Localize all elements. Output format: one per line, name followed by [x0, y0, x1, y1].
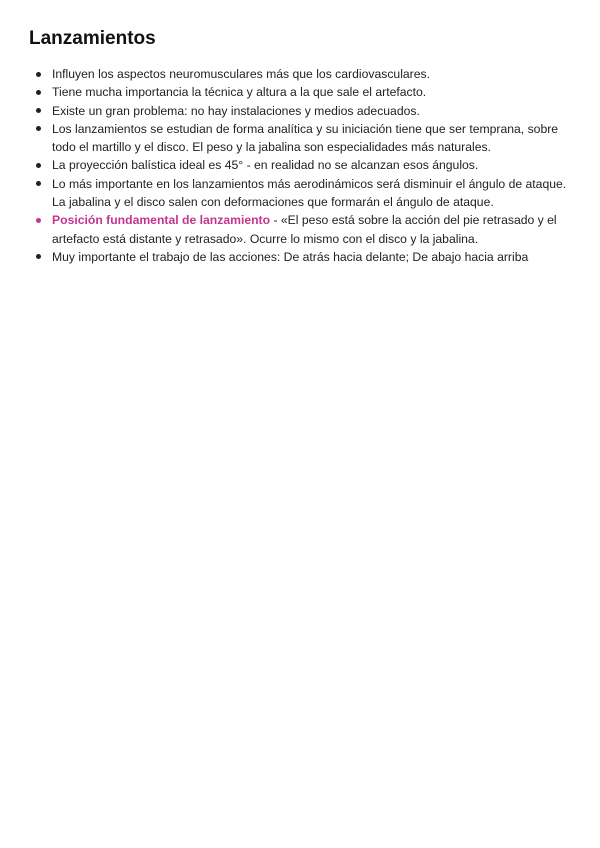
bullet-icon [36, 90, 41, 95]
bullet-icon [36, 218, 41, 223]
list-item-text: La proyección balística ideal es 45° - en realidad no se alcanzan esos ángulos. [52, 158, 479, 173]
list-item-text: Tiene mucha importancia la técnica y altura a la que sale el artefacto. [52, 85, 427, 100]
list-item [29, 156, 569, 174]
bullet-icon [36, 72, 41, 77]
list-item [29, 248, 569, 266]
list-item [29, 65, 569, 83]
list-item [29, 120, 569, 157]
list-item-text: Los lanzamientos se estudian de forma analítica y su iniciación tiene que ser temprana, sobre todo el martillo y el disco. El peso y la jabalina son especialidades más naturales. [52, 121, 559, 155]
bullet-icon [36, 126, 41, 131]
list-item-text: Lo más importante en los lanzamientos más aerodinámicos será disminuir el ángulo de ataque. La jabalina y el disco salen con deformaciones que formarán el ángulo de ataque. [52, 176, 567, 210]
bullet-list [29, 65, 569, 266]
bullet-icon [36, 163, 41, 168]
list-item-highlighted [29, 211, 569, 248]
highlighted-term: Posición fundamental de lanzamiento [52, 213, 271, 228]
list-item [29, 175, 569, 212]
bullet-icon [36, 181, 41, 186]
bullet-icon [36, 108, 41, 113]
list-item-text: Influyen los aspectos neuromusculares más que los cardiovasculares. [52, 67, 431, 81]
list-item-text: Existe un gran problema: no hay instalaciones y medios adecuados. [52, 103, 420, 118]
page-title: Lanzamientos [29, 28, 156, 49]
list-item [29, 83, 569, 101]
bullet-icon [36, 254, 41, 259]
list-item [29, 102, 569, 120]
list-item-text: - «El peso está sobre la acción del pie retrasado y el artefacto está distante y retrasado». Ocurre lo mismo con el disco y la jabalina. [52, 213, 557, 246]
list-item-text: Muy importante el trabajo de las acciones: De atrás hacia delante; De abajo hacia arriba [52, 249, 529, 264]
